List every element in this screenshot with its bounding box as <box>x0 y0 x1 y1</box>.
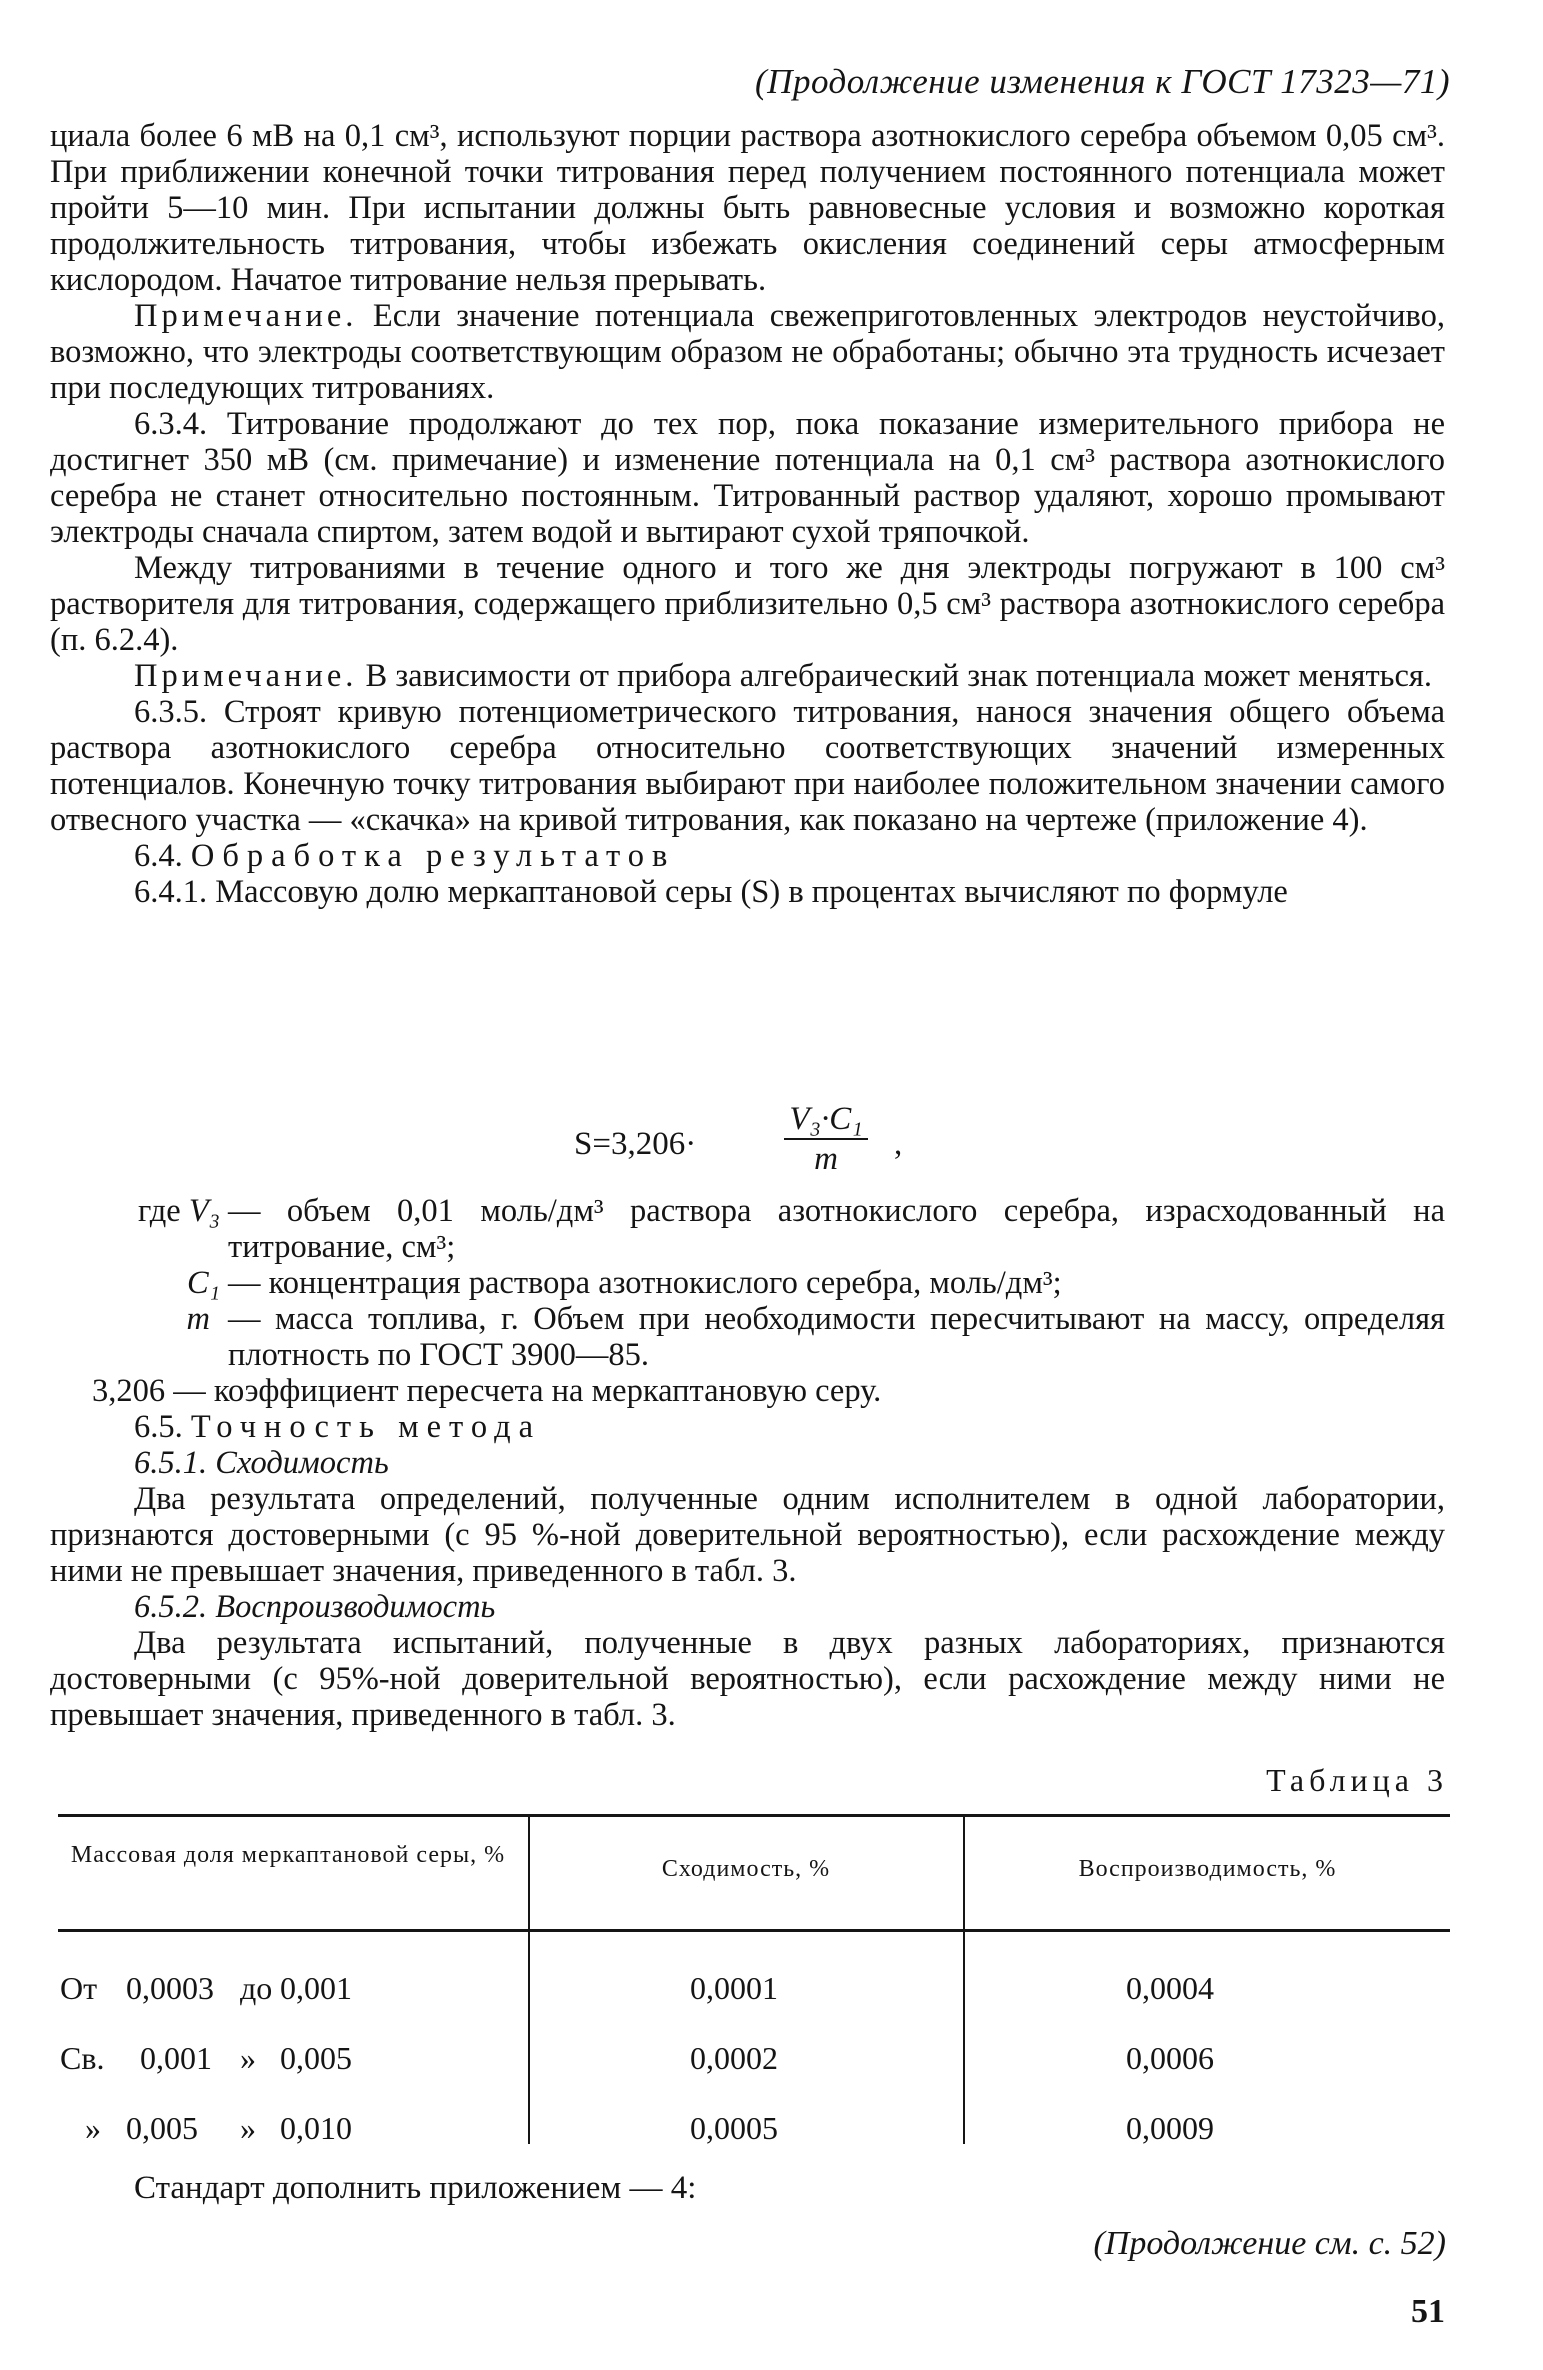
heading-6-4 <box>50 838 1445 874</box>
definition-v3 <box>50 1193 1445 1265</box>
symbol-c1: C₁ <box>187 1265 220 1301</box>
heading-6-5 <box>50 1409 1445 1445</box>
paragraph-6-5-1: Два результата определений, полученные одним исполнителем в одной лаборатории, признаются достоверными (с 95 %-ной доверительной вероятностью), если расхождение между ними не превышает значения, приведенного в табл. 3. <box>50 1481 1445 1589</box>
paragraph-6-3-5: 6.3.5. Строят кривую потенциометрического титрования, нанося значения общего объема раствора азотнокислого серебра относительно соответствующих значений измеренных потенциалов. Конечную точку титрования выбирают при наиболее положительном значении самого отвесного участка — «скачка» на кривой титрования, как показано на чертеже (приложение 4). <box>50 694 1445 838</box>
body-text <box>50 118 1445 910</box>
heading-title: Обработка результатов <box>190 838 676 874</box>
note-1 <box>50 298 1445 406</box>
formula-lhs: S=3,206· <box>574 1126 697 1162</box>
definition-m <box>50 1301 1445 1373</box>
range-separator: » <box>240 2040 256 2076</box>
heading-6-5-2: 6.5.2. Воспроизводимость <box>134 1589 496 1625</box>
page-number: 51 <box>1411 2293 1445 2330</box>
note-text: Если значение потенциала свежеприготовленных электродов неустойчиво, возможно, что электроды соответствующим образом не обработаны; обычно эта трудность исчезает при последующих титрованиях. <box>50 298 1445 406</box>
fraction-bar <box>784 1138 868 1140</box>
table-caption: Таблица 3 <box>1266 1762 1448 1798</box>
definitions <box>50 1193 1445 1733</box>
formula-comma: , <box>894 1126 903 1162</box>
table-3 <box>58 1814 1450 2144</box>
range-prefix: От <box>60 1970 98 2006</box>
table-top-rule <box>58 1814 1450 1817</box>
table-cell-reproducibility: 0,0006 <box>1126 2040 1214 2076</box>
table-cell-repeatability: 0,0005 <box>690 2110 778 2146</box>
note-text: В зависимости от прибора алгебраический знак потенциала может меняться. <box>357 658 1432 694</box>
where-word: где <box>138 1193 181 1229</box>
range-to: 0,010 <box>280 2110 352 2146</box>
table-row-range <box>60 2110 510 2146</box>
table-cell-reproducibility: 0,0004 <box>1126 1970 1214 2006</box>
continued-note: (Продолжение см. с. 52) <box>1093 2225 1446 2262</box>
range-separator: до <box>240 1970 273 2006</box>
range-from: 0,005 <box>126 2110 198 2146</box>
range-from: 0,0003 <box>126 1970 214 2006</box>
note-2 <box>50 658 1445 694</box>
table-header-rule <box>58 1929 1450 1932</box>
paragraph-continuation: циала более 6 мВ на 0,1 см³, используют порции раствора азотнокислого серебра объемом 0,05 см³. При приближении конечной точки титрования перед получением постоянного потенциала может пройти 5—10 мин. При испытании должны быть равновесные условия и возможно короткая продолжительность титрования, чтобы избежать окисления соединений серы атмосферным кислородом. Начатое титрование нельзя прерывать. <box>50 118 1445 298</box>
paragraph-6-4-1: 6.4.1. Массовую долю меркаптановой серы (S) в процентах вычисляют по формуле <box>134 874 1288 910</box>
definition-text: 3,206 — коэффициент пересчета на меркаптановую серу. <box>92 1373 882 1409</box>
heading-title: Точность метода <box>190 1409 542 1445</box>
paragraph-between-titrations: Между титрованиями в течение одного и того же дня электроды погружают в 100 см³ растворителя для титрования, содержащего приблизительно 0,5 см³ раствора азотнокислого серебра (п. 6.2.4). <box>50 550 1445 658</box>
definition-text: — масса топлива, г. Объем при необходимости пересчитывают на массу, определяя плотность по ГОСТ 3900—85. <box>228 1301 1445 1373</box>
amendment-line: Стандарт дополнить приложением — 4: <box>134 2170 697 2206</box>
definition-text: — концентрация раствора азотнокислого серебра, моль/дм³; <box>228 1265 1062 1301</box>
table-row-range <box>60 2040 510 2076</box>
range-to: 0,005 <box>280 2040 352 2076</box>
definition-coefficient <box>50 1373 1445 1409</box>
range-prefix: » <box>85 2110 101 2146</box>
definition-text: — объем 0,01 моль/дм³ раствора азотнокислого серебра, израсходованный на титрование, см³; <box>228 1193 1445 1265</box>
table-cell-reproducibility: 0,0009 <box>1126 2110 1214 2146</box>
heading-number: 6.4. <box>134 838 183 874</box>
note-label: Примечание. <box>134 658 358 694</box>
paragraph-6-3-4: 6.3.4. Титрование продолжают до тех пор, пока показание измерительного прибора не достигнет 350 мВ (см. примечание) и изменение потенциала на 0,1 см³ раствора азотнокислого серебра не станет относительно постоянным. Титрованный раствор удаляют, хорошо промывают электроды сначала спиртом, затем водой и вытирают сухой тряпочкой. <box>50 406 1445 550</box>
table-row-range <box>60 1970 510 2006</box>
paragraph-6-5-2: Два результата испытаний, полученные в двух разных лабораториях, признаются достоверными (с 95%-ной доверительной вероятностью), если расхождение между ними не превышает значения, приведенного в табл. 3. <box>50 1625 1445 1733</box>
heading-6-5-1: 6.5.1. Сходимость <box>134 1445 389 1481</box>
table-header-cell: Массовая доля меркаптановой серы, % <box>70 1842 506 1868</box>
symbol-m: m <box>186 1301 210 1337</box>
symbol-v3: V₃ <box>188 1193 220 1229</box>
table-header-cell: Воспроизводимость, % <box>1078 1856 1337 1882</box>
table-cell-repeatability: 0,0001 <box>690 1970 778 2006</box>
range-to: 0,001 <box>280 1970 352 2006</box>
range-prefix: Св. <box>60 2040 105 2076</box>
note-label: Примечание. <box>134 298 358 334</box>
definition-c1 <box>50 1265 1445 1301</box>
formula-fraction <box>784 1102 868 1176</box>
running-header: (Продолжение изменения к ГОСТ 17323—71) <box>755 62 1450 101</box>
formula <box>574 1102 1034 1182</box>
range-separator: » <box>240 2110 256 2146</box>
formula-numerator: V₃·C₁ <box>789 1101 863 1137</box>
table-cell-repeatability: 0,0002 <box>690 2040 778 2076</box>
range-from: 0,001 <box>140 2040 212 2076</box>
heading-number: 6.5. <box>134 1409 183 1445</box>
table-header-cell: Сходимость, % <box>661 1856 831 1882</box>
formula-denominator: m <box>814 1141 838 1177</box>
